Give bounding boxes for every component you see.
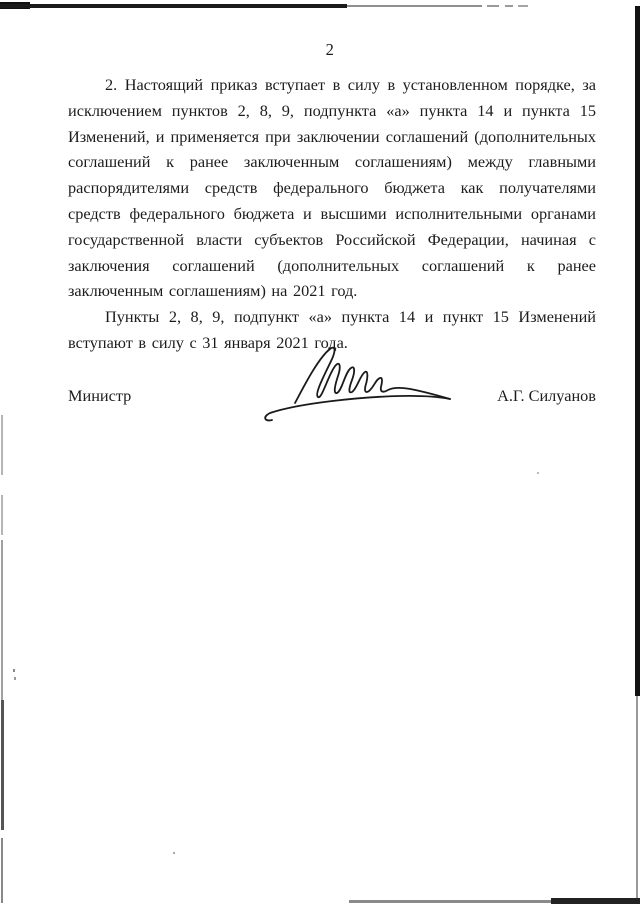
- scan-artifact-speck: [14, 677, 16, 680]
- scan-artifact-top-border: [0, 2, 30, 9]
- scan-artifact-top-border: [505, 5, 513, 7]
- scan-artifact-left-border: [1, 540, 3, 700]
- scan-artifact-left-border: [1, 700, 4, 830]
- signature-main-stroke: [295, 348, 450, 403]
- scan-artifact-speck: [13, 669, 15, 672]
- handwritten-signature-icon: [250, 342, 460, 422]
- document-body: [68, 72, 596, 356]
- scan-artifact-top-border: [0, 4, 347, 8]
- signer-name: А.Г. Силуанов: [497, 386, 596, 405]
- paragraph-order-effective-date: 2. Настоящий приказ вступает в силу в установленном порядке, за исключением пунктов 2, 8, 9, подпункта «а» пункта 14 и пункта 15 Изменений, и применяется при заключении соглашений (дополнительных соглашений к ранее заключенным соглашениям) между главными распорядителями средств федерального бюджета как получателями средств федерального бюджета и высшими исполнительными органами государственной власти субъектов Российской Федерации, начиная с заключения соглашений (дополнительных соглашений к ранее заключенным соглашениям) на 2021 год.: [68, 75, 596, 301]
- scan-artifact-right-border: [636, 696, 638, 901]
- scan-artifact-right-border: [635, 6, 640, 696]
- scan-artifact-top-border: [518, 5, 528, 7]
- signer-title: Министр: [68, 386, 132, 405]
- scan-artifact-left-border: [1, 495, 3, 535]
- scan-artifact-left-border: [1, 415, 3, 475]
- scan-artifact-speck: [537, 472, 539, 474]
- signature-underline-stroke: [265, 396, 450, 421]
- scan-artifact-left-border: [1, 838, 3, 903]
- scan-artifact-speck: [173, 852, 175, 854]
- scan-artifact-bottom-border: [551, 898, 640, 904]
- scan-artifact-bottom-border: [349, 900, 551, 903]
- page-number: 2: [325, 40, 335, 59]
- paragraph-items-effective-date: Пункты 2, 8, 9, подпункт «а» пункта 14 и пункт 15 Изменений вступают в силу с 31 января 2021 года.: [68, 307, 596, 352]
- scan-artifact-top-border: [347, 5, 482, 7]
- scan-artifact-top-border: [487, 5, 499, 7]
